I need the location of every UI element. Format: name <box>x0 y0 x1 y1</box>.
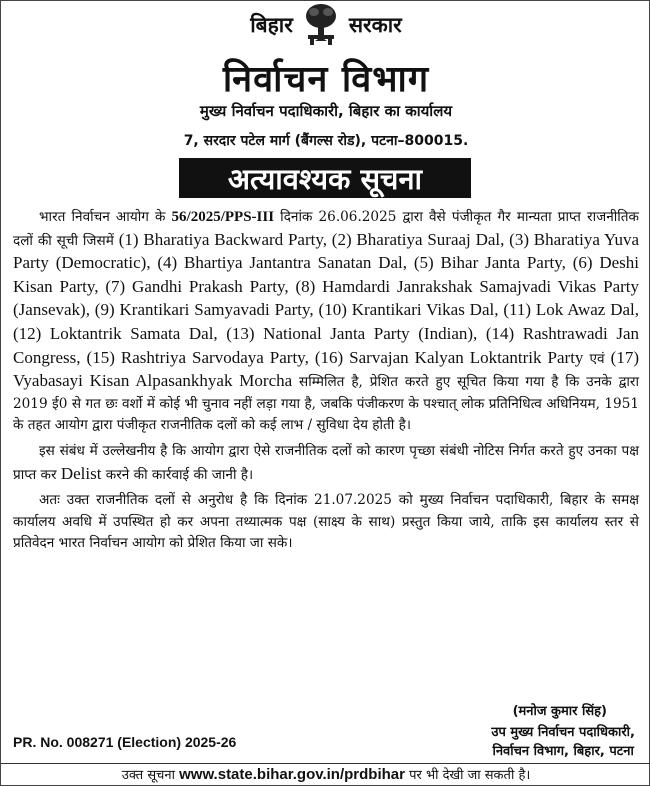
party-list: (1) Bharatiya Backward Party, (2) Bharatiya Suraaj Dal, (3) Bharatiya Yuva Party (Democratic), (4) Bhartiya Jantantra Sanatan Dal, (5) Bihar Janta Party, (6) Deshi Kisan Party, (7) Gandhi Prakash Party, (8) Hamdardi Janrakshak Samajvadi Vikas Party (Jansevak), (9) Krantikari Samyavadi Party, (10) Krantikari Vikas Dal, (11) Lok Awaz Dal, (12) Loktantrik Samata Dal, (13) National Janta Party (Indian), (14) Rashtrawadi Jan Congress, (15) Rashtriya Sarvodaya Party, (16) Sarvajan Kalyan Loktantrik Party <box>13 229 640 367</box>
delist-term: Delist <box>60 463 102 483</box>
p1-conclusion: सम्मिलित है, प्रेशित करते हुए सूचित किया गया है कि उनके द्वारा 2019 ई0 से गत छः वर्शो में कोई भी चुनाव नहीं लड़ा गया है, जबकि पंजीकरण के पश्चात् लोक प्रतिनिधित्व अधिनियम, 1951 के तहत आयोग द्वारा पंजीकृत राजनीतिक दलों को कई लाभ / सुविधा देय होती है। <box>13 374 639 434</box>
notice-title: अत्यावश्यक सूचना <box>227 161 423 196</box>
signatory-department: निर्वाचन विभाग, बिहार, पटना <box>492 744 634 759</box>
paragraph-delist-notice <box>13 441 639 486</box>
pr-number: PR. No. 008271 (Election) 2025-26 <box>13 734 237 750</box>
department-title: निर्वाचन विभाग <box>222 59 430 100</box>
p2-text-end: करने की कार्रवाई की जानी है। <box>101 466 254 483</box>
p2-text: इस संबंध में उल्लेखनीय है कि आयोग द्वारा ऐसे राजनीतिक दलों को कारण पृच्छा संबंधी नोटिस निर्गत करते हुए उनका पक्ष प्राप्त कर <box>13 442 639 483</box>
notice-body <box>13 207 639 559</box>
government-label-right: सरकार <box>348 13 402 37</box>
p1-intro-cont: दिनांक 26.06.2025 द्वारा वैसे पंजीकृत गैर मान्यता प्राप्त राजनीतिक दलों की सूची जिसमें <box>13 209 639 249</box>
signatory-name: (मनोज कुमार सिंह) <box>512 704 607 719</box>
p1-conjunction: एवं <box>583 350 611 367</box>
signatory-designation: उप मुख्य निर्वाचन पदाधिकारी, <box>491 725 635 740</box>
p3-text: अतः उक्त राजनीतिक दलों से अनुरोध है कि दिनांक 21.07.2025 को मुख्य निर्वाचन पदाधिकारी, बिहार के समक्ष कार्यालय अवधि में उपस्थित हो कर अपना तथ्यात्मक पक्ष (साक्ष्य के साथ) प्रस्तुत किया जाये, ताकि इस कार्यालय स्तर से प्रतिवेदन भारत निर्वाचन आयोग को प्रेशित किया जा सके। <box>13 492 639 552</box>
footer-prefix: उक्त सूचना <box>121 768 180 783</box>
bodhi-tree-emblem-icon <box>303 3 339 47</box>
office-address: 7, सरदार पटेल मार्ग (बैंगल्स रोड), पटना–800015. <box>183 133 469 149</box>
footer-suffix: पर भी देखी जा सकती है। <box>404 768 531 783</box>
paragraph-request <box>13 490 639 555</box>
p1-intro: भारत निर्वाचन आयोग के <box>39 209 172 225</box>
paragraph-parties-list <box>13 207 639 437</box>
notice-title-banner <box>179 158 471 198</box>
reference-number: 56/2025/PPS-III <box>171 209 275 225</box>
government-header <box>1 3 650 47</box>
office-name: मुख्य निर्वाचन पदाधिकारी, बिहार का कार्यालय <box>199 102 453 120</box>
signature-block <box>491 723 635 761</box>
party-list-last: (17) Vyabasayi Kisan Alpasankhyak Morcha <box>13 347 639 391</box>
footer-note <box>1 765 650 783</box>
footer-divider <box>1 763 650 764</box>
footer-url-link[interactable]: www.state.bihar.gov.in/prdbihar <box>179 766 405 783</box>
government-label-left: बिहार <box>250 13 293 37</box>
